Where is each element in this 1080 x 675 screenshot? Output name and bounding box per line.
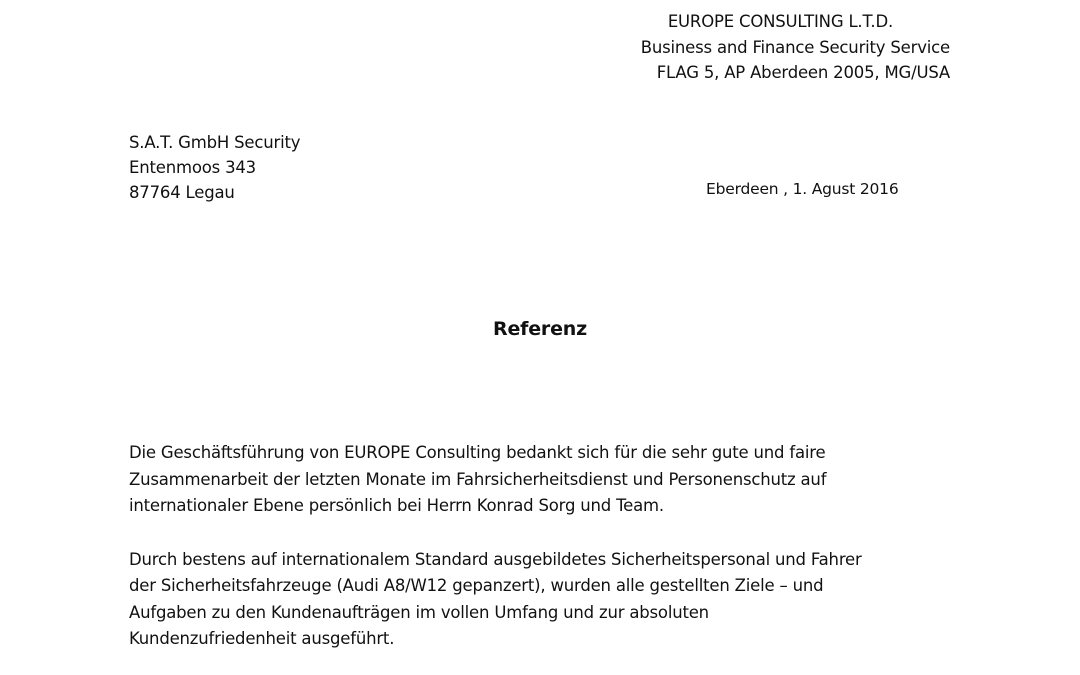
letter-body bbox=[129, 440, 959, 675]
sender-address: FLAG 5, AP Aberdeen 2005, MG/USA bbox=[656, 63, 950, 82]
paragraph-line: Aufgaben zu den Kundenaufträgen im vollen Umfang und zur absoluten bbox=[129, 602, 709, 622]
body-paragraph-2 bbox=[129, 547, 959, 653]
sender-company: EUROPE CONSULTING L.T.D. bbox=[667, 12, 893, 31]
paragraph-line: Durch bestens auf internationalem Standard ausgebildetes Sicherheitspersonal und Fahrer bbox=[129, 549, 862, 569]
sender-address-block bbox=[641, 9, 950, 86]
letter-date: Eberdeen , 1. Agust 2016 bbox=[706, 180, 899, 198]
recipient-address-block bbox=[129, 130, 300, 205]
subject-heading: Referenz bbox=[493, 318, 587, 340]
subject-heading-row bbox=[0, 318, 1080, 340]
paragraph-line: Kundenzufriedenheit ausgeführt. bbox=[129, 629, 395, 648]
paragraph-line: internationaler Ebene persönlich bei Herrn Konrad Sorg und Team. bbox=[129, 496, 664, 515]
sender-service: Business and Finance Security Service bbox=[640, 37, 950, 57]
paragraph-line: Zusammenarbeit der letzten Monate im Fahrsicherheitsdienst und Personenschutz auf bbox=[129, 469, 827, 489]
paragraph-line: Die Geschäftsführung von EUROPE Consulting bedankt sich für die sehr gute und faire bbox=[129, 443, 826, 462]
recipient-name: S.A.T. GmbH Security bbox=[129, 133, 301, 152]
recipient-street: Entenmoos 343 bbox=[129, 158, 256, 177]
recipient-city: 87764 Legau bbox=[129, 183, 235, 202]
paragraph-line: der Sicherheitsfahrzeuge (Audi A8/W12 gepanzert), wurden alle gestellten Ziele – und bbox=[129, 576, 824, 595]
body-paragraph-1 bbox=[129, 440, 959, 520]
